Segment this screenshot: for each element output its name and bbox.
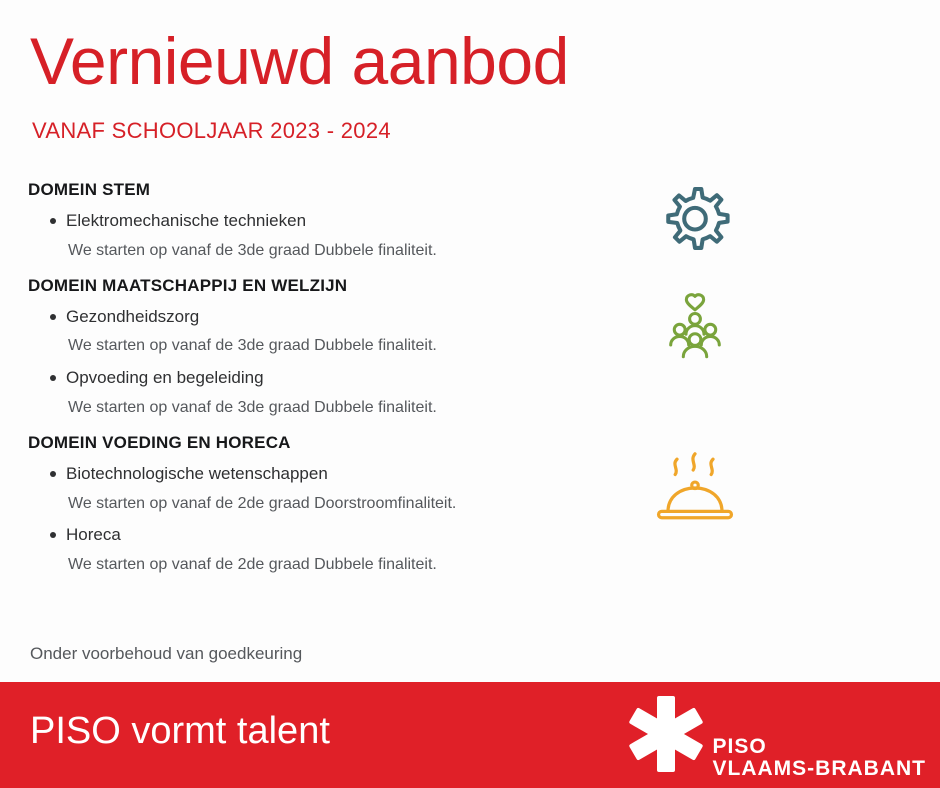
course-name-label: Opvoeding en begeleiding bbox=[66, 368, 264, 388]
course-name bbox=[28, 367, 628, 390]
list-item bbox=[28, 367, 628, 419]
brand-line-2: VLAAMS-BRABANT bbox=[712, 757, 926, 781]
footer-band bbox=[0, 682, 940, 788]
bullet-icon bbox=[50, 532, 56, 538]
course-name-label: Gezondheidszorg bbox=[66, 306, 200, 326]
course-note: We starten op vanaf de 3de graad Dubbele finaliteit. bbox=[68, 241, 437, 259]
brand-line-1: PISO bbox=[712, 735, 767, 758]
domain-list bbox=[28, 180, 628, 586]
bullet-icon bbox=[50, 314, 56, 320]
list-item bbox=[28, 463, 628, 515]
people-heart-icon bbox=[650, 282, 740, 377]
list-item bbox=[28, 306, 628, 358]
disclaimer-text: Onder voorbehoud van goedkeuring bbox=[30, 644, 303, 663]
course-name-label: Horeca bbox=[66, 525, 121, 545]
domain-heading: DOMEIN MAATSCHAPPIJ EN WELZIJN bbox=[28, 275, 348, 295]
course-name bbox=[28, 210, 628, 233]
domain-heading: DOMEIN STEM bbox=[28, 180, 151, 199]
bullet-icon bbox=[50, 375, 56, 381]
list-item bbox=[28, 524, 628, 576]
course-note: We starten op vanaf de 2de graad Doorstroomfinaliteit. bbox=[68, 494, 457, 512]
course-note: We starten op vanaf de 3de graad Dubbele finaliteit. bbox=[68, 337, 437, 355]
domain-heading: DOMEIN VOEDING EN HORECA bbox=[28, 432, 291, 452]
asterisk-icon bbox=[627, 692, 705, 776]
course-name-label: Biotechnologische wetenschappen bbox=[66, 463, 328, 483]
domain-block-stem bbox=[28, 180, 628, 262]
course-name-label: Elektromechanische technieken bbox=[66, 211, 307, 230]
cloche-icon bbox=[650, 443, 740, 538]
brand-logo bbox=[627, 692, 926, 780]
page-title: Vernieuwd aanbod bbox=[30, 24, 569, 98]
page-subtitle: VANAF SCHOOLJAAR 2023 - 2024 bbox=[32, 118, 391, 143]
list-item bbox=[28, 210, 628, 262]
bullet-icon bbox=[50, 471, 56, 477]
domain-block-voeding-en-horeca bbox=[28, 433, 628, 576]
course-name bbox=[28, 306, 628, 329]
domain-block-maatschappij-en-welzijn bbox=[28, 276, 628, 419]
footer-slogan: PISO vormt talent bbox=[30, 710, 330, 752]
bullet-icon bbox=[50, 218, 56, 224]
course-name bbox=[28, 463, 628, 486]
course-note: We starten op vanaf de 3de graad Dubbele finaliteit. bbox=[68, 399, 437, 416]
brand-wordmark bbox=[713, 736, 926, 780]
course-name bbox=[28, 524, 628, 547]
gear-icon bbox=[650, 180, 740, 275]
course-note: We starten op vanaf de 2de graad Dubbele finaliteit. bbox=[68, 556, 437, 574]
